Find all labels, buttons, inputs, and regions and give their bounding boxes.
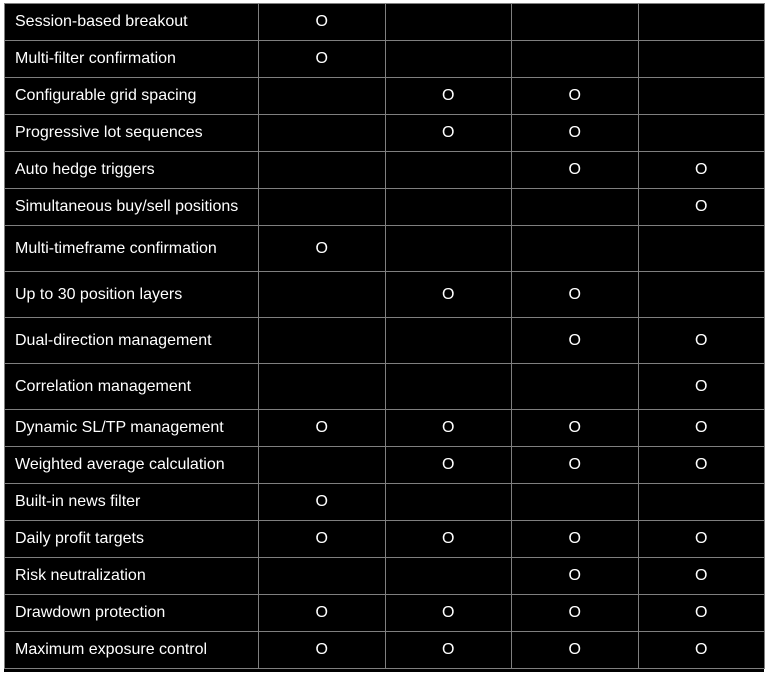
table-row bbox=[5, 272, 765, 318]
mark-cell bbox=[385, 41, 512, 78]
mark-cell: O bbox=[385, 447, 512, 484]
mark-cell: O bbox=[512, 410, 639, 447]
feature-name-cell: Progressive lot sequences bbox=[5, 115, 259, 152]
mark-cell: O bbox=[638, 632, 765, 669]
table-row bbox=[5, 410, 765, 447]
feature-name-cell: Multi-filter confirmation bbox=[5, 41, 259, 78]
mark-cell: O bbox=[259, 632, 386, 669]
mark-cell bbox=[385, 226, 512, 272]
mark-cell bbox=[512, 41, 639, 78]
mark-cell bbox=[385, 152, 512, 189]
mark-cell bbox=[259, 152, 386, 189]
feature-name-cell: Dynamic SL/TP management bbox=[5, 410, 259, 447]
mark-cell: O bbox=[638, 558, 765, 595]
table-row bbox=[5, 78, 765, 115]
feature-name-cell: Auto hedge triggers bbox=[5, 152, 259, 189]
mark-cell bbox=[638, 272, 765, 318]
feature-name-cell: Configurable grid spacing bbox=[5, 78, 259, 115]
mark-cell bbox=[259, 364, 386, 410]
table-row bbox=[5, 595, 765, 632]
feature-comparison-table bbox=[4, 3, 765, 669]
mark-cell: O bbox=[512, 152, 639, 189]
mark-cell: O bbox=[512, 318, 639, 364]
mark-cell: O bbox=[638, 364, 765, 410]
mark-cell bbox=[638, 78, 765, 115]
mark-cell: O bbox=[512, 632, 639, 669]
mark-cell: O bbox=[259, 410, 386, 447]
table-row bbox=[5, 364, 765, 410]
table-row bbox=[5, 226, 765, 272]
mark-cell bbox=[259, 115, 386, 152]
feature-name-cell: Session-based breakout bbox=[5, 4, 259, 41]
mark-cell: O bbox=[512, 272, 639, 318]
table-row bbox=[5, 152, 765, 189]
mark-cell bbox=[259, 272, 386, 318]
mark-cell bbox=[638, 226, 765, 272]
mark-cell bbox=[512, 484, 639, 521]
mark-cell: O bbox=[512, 78, 639, 115]
mark-cell: O bbox=[259, 484, 386, 521]
table-row bbox=[5, 41, 765, 78]
table-row bbox=[5, 447, 765, 484]
feature-name-cell: Up to 30 position layers bbox=[5, 272, 259, 318]
feature-name-cell: Daily profit targets bbox=[5, 521, 259, 558]
mark-cell bbox=[385, 318, 512, 364]
mark-cell: O bbox=[638, 447, 765, 484]
mark-cell: O bbox=[638, 189, 765, 226]
mark-cell: O bbox=[385, 115, 512, 152]
mark-cell bbox=[385, 364, 512, 410]
table-row bbox=[5, 521, 765, 558]
mark-cell bbox=[638, 484, 765, 521]
mark-cell: O bbox=[638, 595, 765, 632]
mark-cell: O bbox=[638, 318, 765, 364]
table-row bbox=[5, 318, 765, 364]
mark-cell: O bbox=[512, 115, 639, 152]
feature-name-cell: Drawdown protection bbox=[5, 595, 259, 632]
mark-cell bbox=[259, 189, 386, 226]
table-row bbox=[5, 484, 765, 521]
mark-cell: O bbox=[385, 410, 512, 447]
mark-cell: O bbox=[259, 595, 386, 632]
mark-cell: O bbox=[512, 558, 639, 595]
mark-cell: O bbox=[259, 521, 386, 558]
feature-name-cell: Built-in news filter bbox=[5, 484, 259, 521]
feature-name-cell: Simultaneous buy/sell positions bbox=[5, 189, 259, 226]
mark-cell bbox=[385, 484, 512, 521]
feature-name-cell: Maximum exposure control bbox=[5, 632, 259, 669]
mark-cell bbox=[512, 4, 639, 41]
feature-name-cell: Dual-direction management bbox=[5, 318, 259, 364]
mark-cell bbox=[259, 447, 386, 484]
mark-cell: O bbox=[385, 272, 512, 318]
mark-cell bbox=[385, 4, 512, 41]
mark-cell bbox=[512, 364, 639, 410]
mark-cell bbox=[385, 558, 512, 595]
mark-cell: O bbox=[638, 521, 765, 558]
feature-name-cell: Risk neutralization bbox=[5, 558, 259, 595]
feature-comparison-table-container bbox=[4, 3, 764, 672]
mark-cell: O bbox=[638, 152, 765, 189]
mark-cell: O bbox=[512, 521, 639, 558]
table-row bbox=[5, 558, 765, 595]
mark-cell bbox=[638, 4, 765, 41]
mark-cell: O bbox=[385, 78, 512, 115]
feature-name-cell: Weighted average calculation bbox=[5, 447, 259, 484]
table-row bbox=[5, 115, 765, 152]
feature-name-cell: Multi-timeframe confirmation bbox=[5, 226, 259, 272]
mark-cell bbox=[512, 189, 639, 226]
feature-name-cell: Correlation management bbox=[5, 364, 259, 410]
mark-cell: O bbox=[385, 632, 512, 669]
mark-cell bbox=[385, 189, 512, 226]
mark-cell: O bbox=[638, 410, 765, 447]
mark-cell: O bbox=[385, 521, 512, 558]
mark-cell: O bbox=[512, 595, 639, 632]
table-row bbox=[5, 632, 765, 669]
table-row bbox=[5, 4, 765, 41]
mark-cell bbox=[259, 558, 386, 595]
mark-cell: O bbox=[259, 41, 386, 78]
mark-cell bbox=[638, 115, 765, 152]
mark-cell bbox=[638, 41, 765, 78]
mark-cell: O bbox=[259, 4, 386, 41]
mark-cell bbox=[259, 78, 386, 115]
mark-cell: O bbox=[385, 595, 512, 632]
mark-cell: O bbox=[259, 226, 386, 272]
mark-cell bbox=[512, 226, 639, 272]
table-row bbox=[5, 189, 765, 226]
mark-cell bbox=[259, 318, 386, 364]
mark-cell: O bbox=[512, 447, 639, 484]
